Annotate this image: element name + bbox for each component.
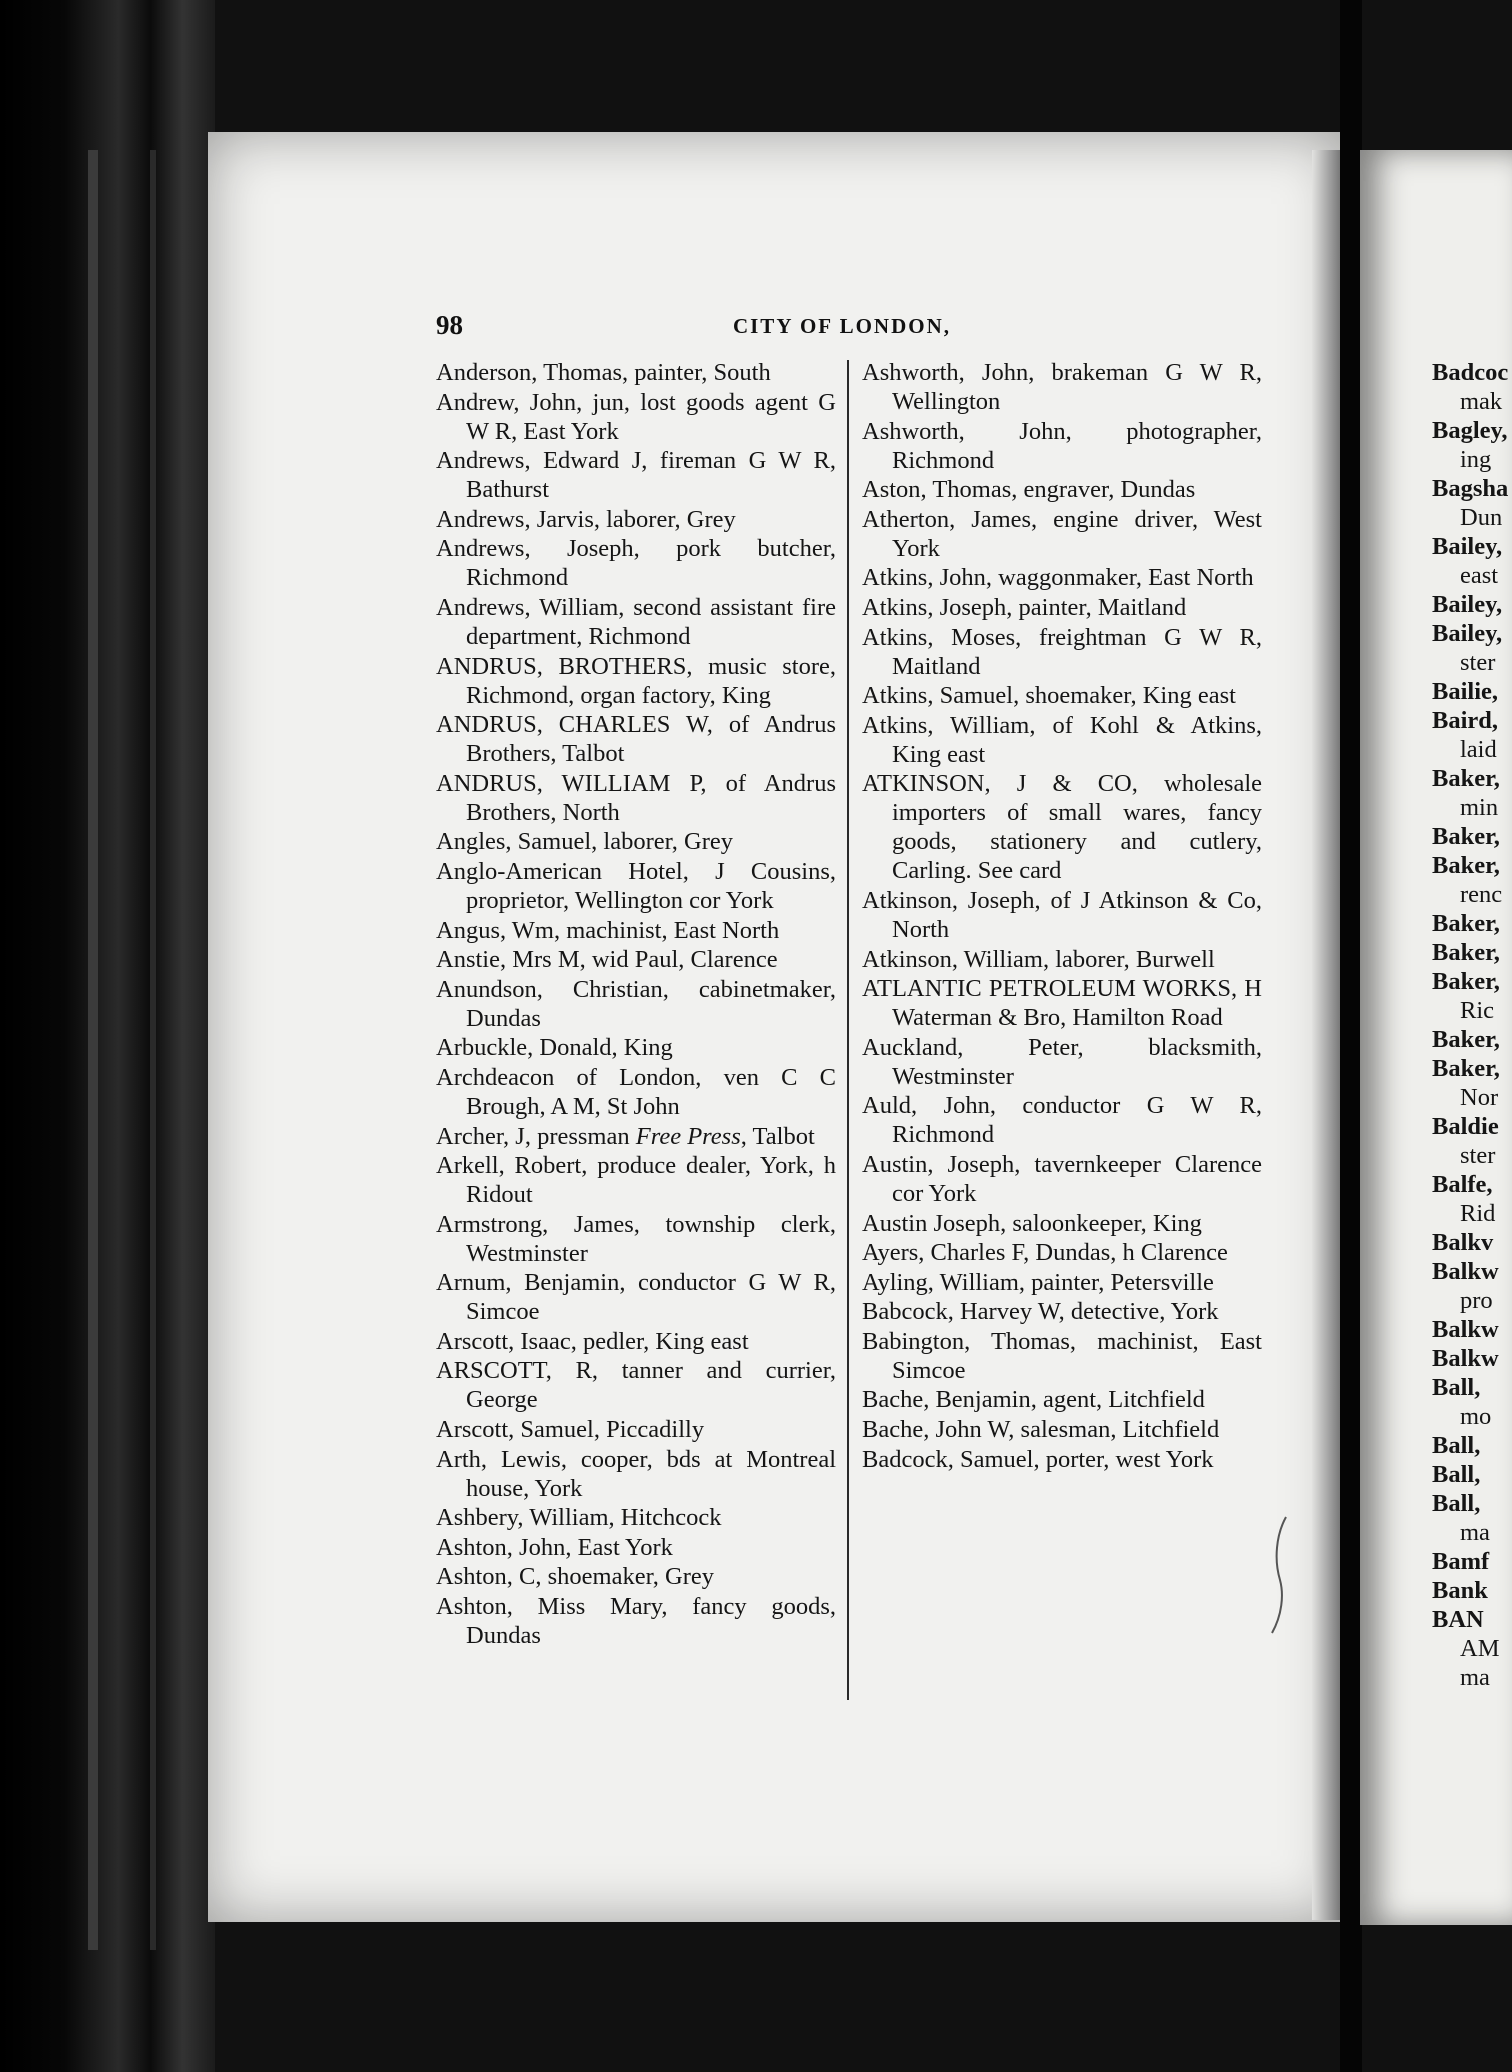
next-page-entry-fragment: Ball, (1432, 1374, 1481, 1401)
next-page-entry-fragment: pro (1460, 1287, 1493, 1314)
next-page-entry-fragment: Balkw (1432, 1258, 1499, 1285)
directory-entry: Babcock, Harvey W, detective, York (862, 1298, 1219, 1326)
directory-entry: Ashbery, William, Hitchcock (436, 1504, 722, 1532)
directory-entry: Babington, Thomas, machinist, East Simcoe (862, 1327, 1262, 1384)
book-gutter (1340, 0, 1362, 2072)
directory-entry: Anstie, Mrs M, wid Paul, Clarence (436, 946, 778, 974)
directory-entry: Bache, Benjamin, agent, Litchfield (862, 1386, 1205, 1414)
next-page-entry-fragment: Rid (1460, 1200, 1496, 1227)
directory-entry: Aston, Thomas, engraver, Dundas (862, 476, 1196, 504)
book-spine (0, 0, 215, 2072)
next-page-entry-fragment: Baker, (1432, 939, 1500, 966)
pencil-margin-mark (1268, 1515, 1292, 1635)
next-page-entry-fragment: Bank (1432, 1577, 1488, 1604)
next-page-entry-fragment: Ball, (1432, 1432, 1481, 1459)
directory-entry: Ashton, C, shoemaker, Grey (436, 1563, 714, 1591)
next-page-entry-fragment: Badcoc (1432, 359, 1509, 386)
next-page-entry-fragment: laid (1460, 736, 1497, 763)
next-page-entry-fragment: Bailey, (1432, 620, 1503, 647)
directory-entry: Andrews, Joseph, pork butcher, Richmond (436, 535, 836, 592)
directory-entry: Auckland, Peter, blacksmith, Westminster (862, 1033, 1262, 1090)
directory-entry: Ashworth, John, photographer, Richmond (862, 417, 1262, 474)
next-page-entry-fragment: Baker, (1432, 910, 1500, 937)
directory-entry: Armstrong, James, township clerk, Westminster (436, 1210, 836, 1267)
directory-entry: Atkins, William, of Kohl & Atkins, King east (862, 711, 1262, 768)
next-page-entry-fragment: ing (1460, 446, 1492, 473)
running-title: CITY OF LONDON, (732, 314, 952, 338)
directory-entry: Austin, Joseph, tavernkeeper Clarence cor York (862, 1150, 1262, 1207)
next-page-entry-fragment: Bailie, (1432, 678, 1499, 705)
directory-entry: ATKINSON, J & CO, wholesale importers of small wares, fancy goods, stationery and cutlery, Carling. See card (862, 770, 1262, 885)
directory-entry: Arbuckle, Donald, King (436, 1034, 673, 1062)
next-page-entry-fragment: Bailey, (1432, 533, 1503, 560)
next-page-entry-fragment: Baker, (1432, 968, 1500, 995)
next-page-entry-fragment: Baker, (1432, 823, 1500, 850)
next-page-entry-fragment: min (1460, 794, 1499, 821)
directory-entry: Atkins, Joseph, painter, Maitland (862, 593, 1187, 621)
directory-entry: Badcock, Samuel, porter, west York (862, 1445, 1214, 1473)
directory-entry: Ashton, Miss Mary, fancy goods, Dundas (436, 1593, 836, 1650)
next-page-entry-fragment: Balkw (1432, 1345, 1499, 1372)
directory-entry: Auld, John, conductor G W R, Richmond (862, 1092, 1262, 1149)
directory-entry: Anderson, Thomas, painter, South (436, 359, 771, 386)
next-page-entry-fragment: ster (1460, 649, 1496, 676)
next-page-entry-fragment: Nor (1460, 1084, 1499, 1111)
next-page-entry-fragment: Balkv (1432, 1229, 1494, 1256)
next-page-entry-fragment: Baker, (1432, 1026, 1500, 1053)
next-page-entry-fragment: Ball, (1432, 1490, 1481, 1517)
page-number: 98 (436, 310, 463, 340)
directory-entry: Arth, Lewis, cooper, bds at Montreal house, York (436, 1445, 836, 1502)
next-page-entry-fragment: Ball, (1432, 1461, 1481, 1488)
next-page-entry-fragment: renc (1460, 881, 1503, 908)
directory-entry: Ayers, Charles F, Dundas, h Clarence (862, 1239, 1228, 1267)
next-page-entry-fragment: Bagley, (1432, 417, 1508, 444)
directory-entry: Ashworth, John, brakeman G W R, Wellington (862, 359, 1262, 415)
directory-entry: Arscott, Samuel, Piccadilly (436, 1416, 705, 1444)
directory-entry: Arkell, Robert, produce dealer, York, h Ridout (436, 1152, 836, 1209)
next-page-entry-fragment: Bailey, (1432, 591, 1503, 618)
next-page-entry-fragment: ma (1460, 1519, 1490, 1546)
next-page-entry-fragment: Baldie (1432, 1113, 1499, 1140)
directory-entry: Andrews, Jarvis, laborer, Grey (436, 505, 736, 533)
next-page-entry-fragment: Bagsha (1432, 475, 1509, 502)
next-page-entry-fragment: Baker, (1432, 1055, 1500, 1082)
directory-entry: Atkins, Moses, freightman G W R, Maitland (862, 623, 1262, 680)
directory-entry: ANDRUS, WILLIAM P, of Andrus Brothers, North (436, 769, 836, 826)
directory-entry: Arnum, Benjamin, conductor G W R, Simcoe (436, 1269, 836, 1326)
next-page-entry-fragment: mak (1460, 388, 1503, 415)
spine-stripe (88, 150, 98, 1950)
directory-column-right (862, 358, 1262, 1474)
directory-entry: Archer, J, pressman Free Press, Talbot (436, 1122, 815, 1150)
directory-entry: Atkinson, Joseph, of J Atkinson & Co, North (862, 886, 1262, 943)
next-page-entry-fragment: ma (1460, 1664, 1490, 1691)
directory-entry: Andrews, William, second assistant fire department, Richmond (436, 593, 836, 650)
next-page-entry-fragment: Dun (1460, 504, 1503, 531)
next-page-entry-fragment: BAN (1432, 1606, 1484, 1633)
next-page-entry-fragment: Balkw (1432, 1316, 1499, 1343)
directory-entry: Ayling, William, painter, Petersville (862, 1268, 1214, 1296)
directory-column-left (436, 358, 836, 1651)
next-page-entry-fragment: Bamf (1432, 1548, 1490, 1575)
directory-entry: Ashton, John, East York (436, 1533, 673, 1561)
next-page-column-fragment (1432, 358, 1512, 1692)
directory-entry: Arscott, Isaac, pedler, King east (436, 1327, 749, 1355)
spine-stripe (150, 150, 156, 1950)
directory-entry: Austin Joseph, saloonkeeper, King (862, 1209, 1202, 1237)
directory-entry: ATLANTIC PETROLEUM WORKS, H Waterman & Bro, Hamilton Road (862, 975, 1262, 1032)
directory-entry: ANDRUS, BROTHERS, music store, Richmond, organ factory, King (436, 652, 836, 709)
directory-entry: Bache, John W, salesman, Litchfield (862, 1416, 1220, 1444)
directory-entry: Archdeacon of London, ven C C Brough, A M, St John (436, 1063, 836, 1120)
next-page-entry-fragment: Baker, (1432, 852, 1500, 879)
next-page-entry-fragment: Baird, (1432, 707, 1499, 734)
directory-entry: ARSCOTT, R, tanner and currier, George (436, 1357, 836, 1414)
page-header (436, 310, 1248, 350)
directory-entry: Atkins, Samuel, shoemaker, King east (862, 682, 1236, 710)
directory-entry: Angles, Samuel, laborer, Grey (436, 828, 734, 856)
column-divider (847, 360, 849, 1700)
directory-entry: Atherton, James, engine driver, West York (862, 505, 1262, 562)
next-page-entry-fragment: east (1460, 562, 1499, 589)
directory-entry: Andrew, John, jun, lost goods agent G W R, East York (436, 388, 836, 445)
directory-entry: Angus, Wm, machinist, East North (436, 916, 780, 944)
next-page-entry-fragment: Ric (1460, 997, 1495, 1024)
directory-entry: Anglo-American Hotel, J Cousins, proprietor, Wellington cor York (436, 857, 836, 914)
directory-entry: Andrews, Edward J, fireman G W R, Bathurst (436, 447, 836, 504)
next-page-entry-fragment: Baker, (1432, 765, 1500, 792)
directory-entry: Atkinson, William, laborer, Burwell (862, 945, 1215, 973)
next-page-entry-fragment: Balfe, (1432, 1171, 1493, 1198)
newspaper-title: Free Press (635, 1122, 741, 1150)
directory-entry: ANDRUS, CHARLES W, of Andrus Brothers, Talbot (436, 711, 836, 768)
next-page-entry-fragment: ster (1460, 1142, 1496, 1169)
next-page-entry-fragment: AM (1460, 1635, 1500, 1662)
next-page-entry-fragment: mo (1460, 1403, 1492, 1430)
directory-entry: Atkins, John, waggonmaker, East North (862, 564, 1254, 592)
directory-entry: Anundson, Christian, cabinetmaker, Dundas (436, 975, 836, 1032)
